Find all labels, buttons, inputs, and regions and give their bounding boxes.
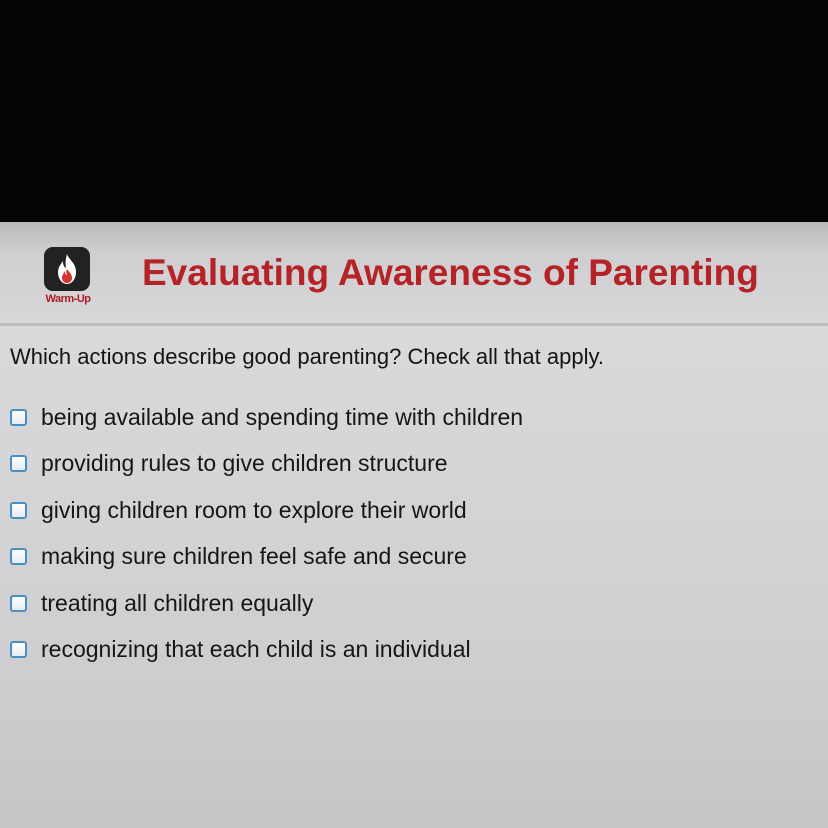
badge-label: Warm-Up bbox=[45, 293, 91, 305]
warm-up-badge bbox=[38, 247, 98, 309]
checkbox[interactable] bbox=[10, 409, 27, 426]
option-label: recognizing that each child is an individual bbox=[41, 636, 471, 663]
answer-option[interactable] bbox=[10, 627, 523, 674]
option-label: making sure children feel safe and secure bbox=[41, 543, 467, 570]
answer-option[interactable] bbox=[10, 441, 523, 488]
option-label: being available and spending time with children bbox=[41, 403, 524, 430]
question-prompt: Which actions describe good parenting? Check all that apply. bbox=[10, 344, 604, 369]
activity-header bbox=[0, 222, 828, 326]
answer-option[interactable] bbox=[10, 487, 523, 534]
option-label: giving children room to explore their world bbox=[41, 496, 467, 523]
option-label: treating all children equally bbox=[41, 589, 314, 616]
flame-icon bbox=[44, 247, 90, 291]
option-label: providing rules to give children structure bbox=[41, 450, 448, 477]
answer-option[interactable] bbox=[10, 580, 523, 627]
checkbox[interactable] bbox=[10, 502, 27, 519]
page-title: Evaluating Awareness of Parenting bbox=[142, 252, 759, 293]
answer-option[interactable] bbox=[10, 534, 523, 581]
checkbox[interactable] bbox=[10, 455, 27, 472]
checkbox[interactable] bbox=[10, 548, 27, 565]
checkbox[interactable] bbox=[10, 595, 27, 612]
answer-options bbox=[10, 394, 523, 673]
question-panel bbox=[0, 326, 828, 828]
checkbox[interactable] bbox=[10, 641, 27, 658]
answer-option[interactable] bbox=[10, 394, 523, 441]
monitor-bezel bbox=[0, 0, 828, 222]
